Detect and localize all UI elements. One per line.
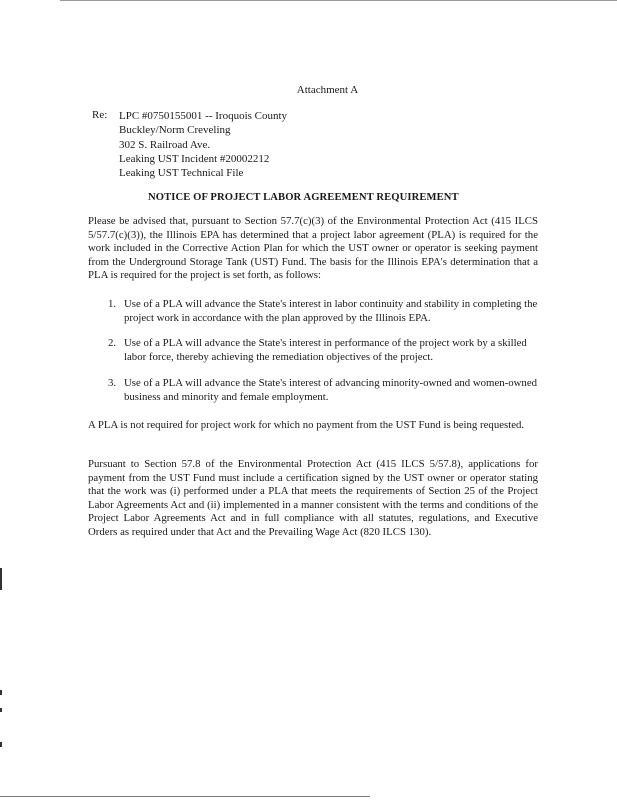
re-line: Buckley/Norm Creveling xyxy=(119,124,231,137)
list-item-text: Use of a PLA will advance the State's interest of advancing minority-owned and women-owned business and minority and female employment. xyxy=(124,377,538,403)
list-item-text: Use of a PLA will advance the State's interest in labor continuity and stability in completing the project work in accordance with the plan approved by the Illinois EPA. xyxy=(124,298,538,324)
re-line: 302 S. Railroad Ave. xyxy=(119,138,211,151)
margin-scan-mark xyxy=(0,690,2,695)
re-line: Leaking UST Technical File xyxy=(119,167,244,180)
list-item-text: Use of a PLA will advance the State's interest in performance of the project work by a skilled labor force, thereby achieving the remediation objectives of the project. xyxy=(124,337,527,363)
not-required-paragraph: A PLA is not required for project work for which no payment from the UST Fund is being requested. xyxy=(88,419,525,431)
list-item-number: 3. xyxy=(108,377,117,389)
notice-title: NOTICE OF PROJECT LABOR AGREEMENT REQUIREMENT xyxy=(148,192,459,203)
re-line: Leaking UST Incident #20002212 xyxy=(119,152,270,165)
list-item-number: 2. xyxy=(108,337,117,349)
margin-scan-mark xyxy=(0,708,2,712)
bottom-scan-edge xyxy=(0,796,370,797)
re-label: Re: xyxy=(92,109,108,121)
re-line: LPC #0750155001 -- Iroquois County xyxy=(119,110,288,122)
pursuant-paragraph: Pursuant to Section 57.8 of the Environmental Protection Act (415 ILCS 5/57.8), applications for payment from the UST Fund must include a certification signed by the UST owner or operator stating that the work was (i) performed under a PLA that meets the requirements of Section 25 of the Project Labor Agreements Act and (ii) implemented in a manner consistent with the terms and conditions of the Project Labor Agreements Act and in full compliance with all statutes, regulations, and Executive Orders as required under that Act and the Prevailing Wage Act (820 ILCS 130). xyxy=(88,458,538,538)
re-block xyxy=(119,109,287,180)
margin-scan-mark xyxy=(0,568,2,590)
intro-paragraph: Please be advised that, pursuant to Section 57.7(c)(3) of the Environmental Protection Act (415 ILCS 5/57.7(c)(3)), the Illinois EPA has determined that a project labor agreement (PLA) is required for the work included in the Corrective Action Plan for which the UST owner or operator is seeking payment from the Underground Storage Tank (UST) Fund. The basis for the Illinois EPA's determination that a PLA is required for the project is set forth, as follows: xyxy=(88,215,538,281)
top-scan-edge xyxy=(60,0,617,1)
list-item-number: 1. xyxy=(108,298,117,310)
margin-scan-mark xyxy=(0,742,2,747)
attachment-title: Attachment A xyxy=(296,84,359,96)
